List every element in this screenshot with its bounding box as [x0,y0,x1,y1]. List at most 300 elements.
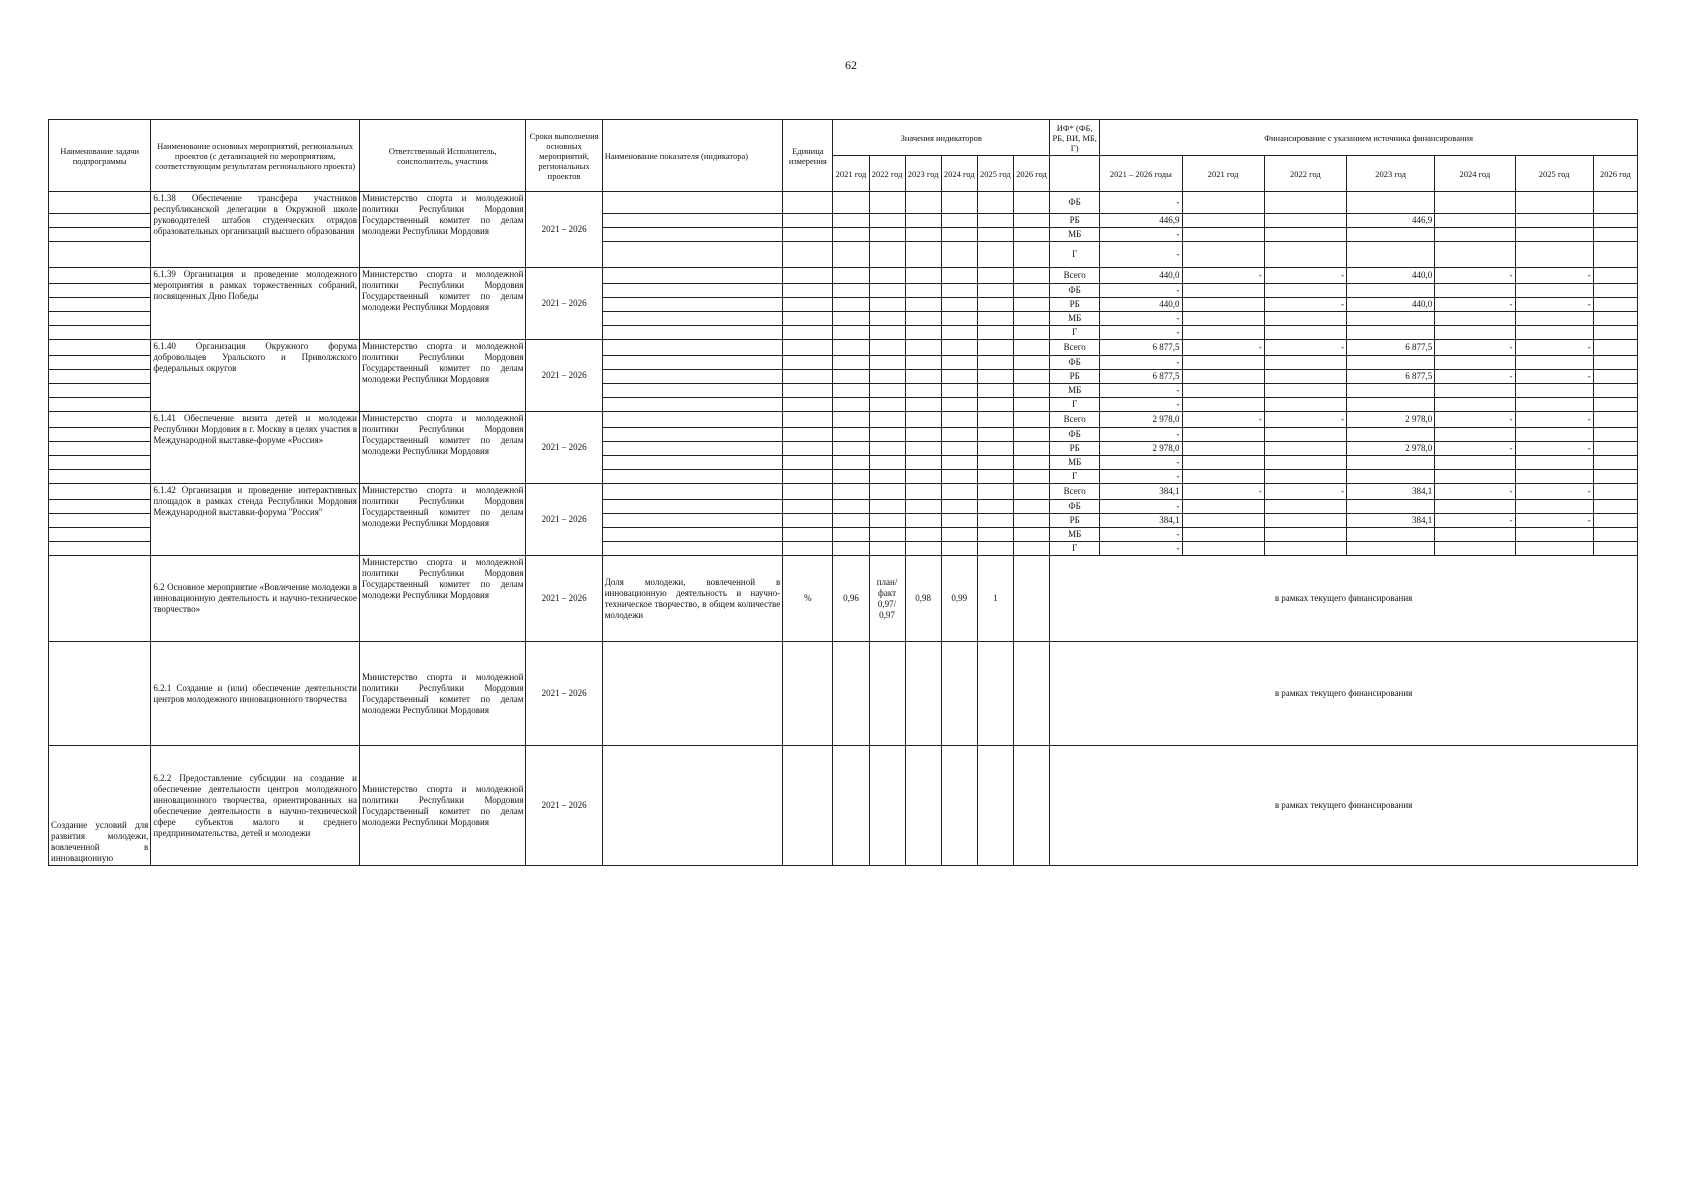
finance-value [1182,228,1264,242]
finance-value [1593,412,1637,428]
empty-cell [977,384,1013,398]
empty-cell [941,528,977,542]
finance-value [1593,356,1637,370]
empty-cell [783,192,833,214]
finance-value: 440,0 [1100,298,1182,312]
empty-cell [602,442,783,456]
finance-row [49,484,1638,500]
finance-value: 384,1 [1347,514,1435,528]
empty-cell [833,370,869,384]
finance-value [1515,384,1593,398]
empty-cell [869,528,905,542]
empty-cell [602,356,783,370]
finance-value [1264,214,1346,228]
empty-cell [833,528,869,542]
financing-year-header: 2021 год [1182,156,1264,192]
finance-value [1435,456,1515,470]
empty-cell [602,326,783,340]
empty-cell [1013,384,1049,398]
finance-value: 2 978,0 [1100,442,1182,456]
finance-value: - [1435,268,1515,284]
empty-cell [905,470,941,484]
empty-cell [833,500,869,514]
finance-value [1264,456,1346,470]
finance-value [1593,398,1637,412]
empty-cell [977,642,1013,746]
finance-value [1347,312,1435,326]
executor: Министерство спорта и молодежной политики Республики Мордовия Государственный комитет по делам молодежи Республики Мордовия [359,642,526,746]
executor: Министерство спорта и молодежной политики Республики Мордовия Государственный комитет по делам молодежи Республики Мордовия [359,192,526,268]
finance-row [49,192,1638,214]
empty-cell [869,284,905,298]
source-code: РБ [1050,514,1100,528]
empty-cell [869,428,905,442]
finance-value: - [1515,370,1593,384]
empty-cell [905,428,941,442]
event-name: 6.2 Основное мероприятие «Вовлечение молодежи в инновационную деятельность и научно-техническое творчество» [151,556,360,642]
executor: Министерство спорта и молодежной политики Республики Мордовия Государственный комитет по делам молодежи Республики Мордовия [359,746,526,866]
source-code: ФБ [1050,284,1100,298]
empty-cell [905,412,941,428]
empty-cell [1013,370,1049,384]
finance-value: - [1100,356,1182,370]
empty-cell [905,500,941,514]
source-code: РБ [1050,370,1100,384]
finance-value [1435,228,1515,242]
financing-year-header: 2025 год [1515,156,1593,192]
finance-value [1435,528,1515,542]
finance-value: - [1515,268,1593,284]
finance-value: - [1182,340,1264,356]
financing-year-header: 2022 год [1264,156,1346,192]
finance-value: - [1100,456,1182,470]
finance-value [1515,398,1593,412]
empty-cell [977,412,1013,428]
empty-cell [869,412,905,428]
finance-value: - [1100,312,1182,326]
empty-cell [783,642,833,746]
finance-value [1264,428,1346,442]
empty-cell [833,428,869,442]
finance-value: 2 978,0 [1347,442,1435,456]
finance-value [1593,214,1637,228]
finance-value [1182,370,1264,384]
empty-cell [783,528,833,542]
source-code: МБ [1050,528,1100,542]
empty-cell [905,398,941,412]
empty-cell [833,298,869,312]
empty-cell [941,470,977,484]
financing-year-header: 2026 год [1593,156,1637,192]
finance-value: - [1515,514,1593,528]
financing-year-header: 2021 – 2026 годы [1100,156,1182,192]
task-cell [49,326,151,340]
period: 2021 – 2026 [526,642,602,746]
finance-value: - [1264,298,1346,312]
task-cell [49,356,151,370]
finance-value [1264,192,1346,214]
finance-value: 384,1 [1100,484,1182,500]
task-cell [49,192,151,214]
period: 2021 – 2026 [526,268,602,340]
empty-cell [977,428,1013,442]
indicator-year-header: 2022 год [869,156,905,192]
empty-cell [941,442,977,456]
empty-cell [602,214,783,228]
finance-value: 2 978,0 [1347,412,1435,428]
finance-value [1435,242,1515,268]
empty-cell [783,484,833,500]
finance-value: - [1100,500,1182,514]
empty-cell [869,442,905,456]
finance-value: - [1100,192,1182,214]
finance-value [1515,470,1593,484]
finance-row [49,340,1638,356]
empty-cell [977,528,1013,542]
empty-cell [977,326,1013,340]
empty-cell [941,284,977,298]
empty-cell [833,242,869,268]
empty-cell [941,514,977,528]
finance-value [1515,312,1593,326]
empty-cell [602,746,783,866]
empty-cell [1013,242,1049,268]
finance-value [1435,326,1515,340]
source-code: Всего [1050,268,1100,284]
finance-value: - [1435,370,1515,384]
col-financing: Финансирование с указанием источника финансирования [1100,120,1638,156]
event-name: 6.2.2 Предоставление субсидии на создание и обеспечение деятельности центров молодежного инновационного творчества, ориентированных на обеспечение деятельности в научно-технической сфере субъектов малого и среднего предпринимательства, детей и молодежи [151,746,360,866]
empty-cell [977,242,1013,268]
empty-cell [1013,442,1049,456]
empty-cell [869,340,905,356]
task-cell [49,528,151,542]
source-code: ФБ [1050,192,1100,214]
finance-value [1182,528,1264,542]
source-code: МБ [1050,456,1100,470]
empty-cell [977,192,1013,214]
finance-value [1264,398,1346,412]
empty-cell [1013,398,1049,412]
empty-cell [833,746,869,866]
finance-value: 6 877,5 [1100,370,1182,384]
empty-cell [602,470,783,484]
empty-cell [602,268,783,284]
empty-cell [833,456,869,470]
finance-value [1182,284,1264,298]
empty-cell [905,442,941,456]
empty-cell [783,356,833,370]
empty-cell [833,284,869,298]
finance-value [1347,284,1435,298]
finance-value [1347,528,1435,542]
finance-value [1593,456,1637,470]
empty-cell [905,514,941,528]
empty-cell [602,428,783,442]
empty-cell [783,442,833,456]
sub-event-row [49,746,1638,866]
task-cell [49,284,151,298]
finance-value [1515,228,1593,242]
finance-value [1593,528,1637,542]
empty-cell [905,298,941,312]
empty-cell [941,298,977,312]
finance-value: - [1100,428,1182,442]
empty-cell [833,470,869,484]
finance-value [1182,312,1264,326]
period: 2021 – 2026 [526,412,602,484]
finance-value [1593,484,1637,500]
empty-cell [1013,500,1049,514]
empty-cell [783,470,833,484]
executor: Министерство спорта и молодежной политики Республики Мордовия Государственный комитет по делам молодежи Республики Мордовия [359,412,526,484]
finance-value [1593,442,1637,456]
finance-value: 384,1 [1100,514,1182,528]
empty-cell [783,326,833,340]
empty-cell [941,746,977,866]
empty-cell [783,500,833,514]
empty-cell [869,384,905,398]
executor: Министерство спорта и молодежной политики Республики Мордовия Государственный комитет по делам молодежи Республики Мордовия [359,340,526,412]
empty-cell [941,642,977,746]
finance-value [1264,528,1346,542]
empty-cell [905,384,941,398]
finance-value [1264,242,1346,268]
empty-cell [905,542,941,556]
finance-value: 440,0 [1347,268,1435,284]
empty-cell [783,746,833,866]
source-code: Всего [1050,340,1100,356]
finance-value: - [1182,484,1264,500]
period: 2021 – 2026 [526,340,602,412]
empty-cell [1013,284,1049,298]
col-task: Наименование задачи подпрограммы [49,120,151,192]
period: 2021 – 2026 [526,746,602,866]
finance-value: - [1100,228,1182,242]
finance-value: - [1264,340,1346,356]
empty-cell [869,326,905,340]
finance-value: - [1435,340,1515,356]
empty-cell [941,456,977,470]
finance-value: - [1515,484,1593,500]
empty-cell [941,312,977,326]
source-code: МБ [1050,312,1100,326]
empty-cell [941,192,977,214]
empty-cell [977,228,1013,242]
empty-cell [1013,228,1049,242]
finance-value [1264,500,1346,514]
empty-cell [602,340,783,356]
finance-value [1182,298,1264,312]
empty-cell [602,370,783,384]
empty-cell [941,356,977,370]
empty-cell [941,340,977,356]
source-code: Всего [1050,484,1100,500]
task-cell [49,312,151,326]
finance-value [1347,192,1435,214]
empty-cell [1013,484,1049,500]
empty-cell [941,542,977,556]
col-source: ИФ* (ФБ, РБ, ВИ, МБ, Г) [1050,120,1100,156]
finance-value: 384,1 [1347,484,1435,500]
task-cell [49,484,151,500]
empty-cell [1013,340,1049,356]
empty-cell [869,456,905,470]
finance-value: - [1100,284,1182,298]
empty-cell [833,398,869,412]
source-code: Г [1050,542,1100,556]
finance-value: 440,0 [1100,268,1182,284]
empty-cell [869,514,905,528]
empty-cell [1013,214,1049,228]
period: 2021 – 2026 [526,556,602,642]
task-cell [49,514,151,528]
finance-value [1182,398,1264,412]
task-cell [49,398,151,412]
task-cell [49,214,151,228]
task-cell [49,298,151,312]
empty-cell [833,642,869,746]
task-cell [49,340,151,356]
empty-cell [905,192,941,214]
finance-value: - [1182,268,1264,284]
period: 2021 – 2026 [526,192,602,268]
financing-table [48,119,1638,866]
empty-cell [783,370,833,384]
task-cell [49,470,151,484]
empty-cell [869,500,905,514]
finance-value [1593,542,1637,556]
finance-value [1182,326,1264,340]
finance-value [1593,326,1637,340]
task-cell [49,542,151,556]
finance-value [1593,284,1637,298]
finance-value: - [1264,484,1346,500]
empty-cell [783,242,833,268]
finance-value [1593,514,1637,528]
finance-value [1435,312,1515,326]
unit: % [783,556,833,642]
empty-cell [869,746,905,866]
finance-value [1264,514,1346,528]
finance-value: 446,9 [1100,214,1182,228]
empty-cell [1013,192,1049,214]
empty-cell [869,192,905,214]
finance-value [1593,470,1637,484]
finance-value [1182,384,1264,398]
finance-value [1182,456,1264,470]
event-name: 6.1.42 Организация и проведение интерактивных площадок в рамках стенда Республики Мордовия Международной выставки-форума "Россия" [151,484,360,556]
task-cell [49,384,151,398]
empty-cell [941,384,977,398]
source-code: Г [1050,470,1100,484]
finance-value [1182,500,1264,514]
col-indicator-values: Значения индикаторов [833,120,1050,156]
empty-cell [941,428,977,442]
finance-value [1264,228,1346,242]
empty-cell [783,214,833,228]
indicator-year-header: 2021 год [833,156,869,192]
finance-value [1593,428,1637,442]
empty-cell [941,412,977,428]
finance-value: - [1264,268,1346,284]
finance-value [1182,356,1264,370]
empty-cell [905,268,941,284]
source-code: РБ [1050,298,1100,312]
current-financing: в рамках текущего финансирования [1050,642,1638,746]
finance-value: 440,0 [1347,298,1435,312]
finance-value: - [1100,242,1182,268]
finance-value [1182,242,1264,268]
empty-cell [869,268,905,284]
empty-cell [869,542,905,556]
empty-cell [833,228,869,242]
indicator-value: 0,98 [905,556,941,642]
financing-year-header: 2024 год [1435,156,1515,192]
empty-cell [602,500,783,514]
source-code: РБ [1050,442,1100,456]
finance-value [1347,398,1435,412]
empty-cell [941,500,977,514]
finance-value [1593,340,1637,356]
task-name: Создание условий для развития молодежи, вовлеченной в инновационную [49,746,151,866]
finance-value [1515,542,1593,556]
executor: Министерство спорта и молодежной политики Республики Мордовия Государственный комитет по делам молодежи Республики Мордовия [359,268,526,340]
empty-cell [1013,456,1049,470]
source-code: ФБ [1050,428,1100,442]
finance-value [1347,542,1435,556]
indicator-value: 0,99 [941,556,977,642]
empty-cell [869,214,905,228]
empty-cell [833,514,869,528]
empty-cell [833,542,869,556]
col-event: Наименование основных мероприятий, региональных проектов (с детализацией по мероприятиям, соответствующим результатам регионального проекта) [151,120,360,192]
empty-cell [1013,746,1049,866]
empty-cell [833,412,869,428]
finance-value [1264,312,1346,326]
empty-cell [869,642,905,746]
finance-value [1515,528,1593,542]
empty-cell [602,228,783,242]
indicator-value: 1 [977,556,1013,642]
source-code: МБ [1050,384,1100,398]
empty-cell [905,242,941,268]
empty-cell [869,484,905,500]
task-cell [49,370,151,384]
finance-value: - [1435,298,1515,312]
finance-value [1182,192,1264,214]
finance-value [1515,428,1593,442]
empty-cell [602,542,783,556]
empty-cell [869,312,905,326]
empty-cell [905,326,941,340]
finance-value [1435,428,1515,442]
finance-value [1435,192,1515,214]
empty-cell [905,312,941,326]
finance-value: - [1264,412,1346,428]
empty-cell [941,268,977,284]
empty-cell [941,370,977,384]
finance-row [49,268,1638,284]
page-number: 62 [845,58,857,72]
empty-cell [783,456,833,470]
empty-cell [941,484,977,500]
finance-value: - [1435,442,1515,456]
empty-cell [1013,642,1049,746]
finance-value: 6 877,5 [1347,340,1435,356]
finance-value: - [1515,442,1593,456]
empty-cell [602,312,783,326]
